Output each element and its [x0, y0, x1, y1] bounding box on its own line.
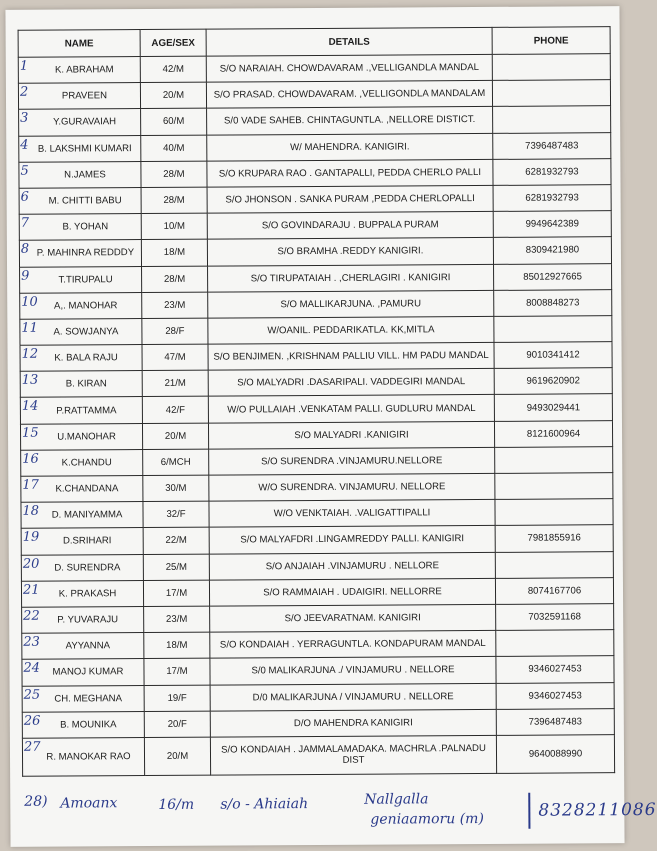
name-cell [21, 476, 143, 503]
details-cell: D/O MAHENDRA KANIGIRI [210, 709, 496, 737]
table-row [19, 132, 611, 162]
table-row [19, 237, 611, 267]
table-row [19, 211, 611, 241]
table-row [22, 682, 614, 712]
table-row [19, 106, 611, 136]
age-sex-cell: 32/F [143, 501, 209, 528]
person-name: B. YOHAN [62, 221, 109, 233]
name-cell [20, 318, 142, 345]
row-number: 24 [23, 660, 41, 677]
person-name: P.RATTAMMA [56, 404, 117, 417]
phone-cell [492, 80, 610, 107]
row-number: 23 [23, 634, 40, 650]
handwritten-mandal: geniaamoru (m) [370, 810, 484, 828]
age-sex-cell: 20/M [140, 82, 206, 109]
name-cell [22, 633, 144, 660]
person-name: Y.GURAVAIAH [53, 116, 117, 129]
table-row [20, 368, 612, 398]
row-number: 6 [20, 189, 29, 205]
row-number: 14 [21, 399, 39, 415]
age-sex-cell: 60/M [141, 109, 207, 136]
details-header: DETAILS [206, 27, 492, 56]
details-cell: W/O SURENDRA. VINJAMURU. NELLORE [209, 473, 495, 501]
name-cell [19, 240, 141, 267]
person-name: P. YUVARAJU [57, 614, 119, 626]
phone-cell [494, 316, 612, 343]
name-cell [21, 580, 143, 607]
table-row [19, 185, 611, 215]
age-sex-cell: 28/M [141, 187, 207, 214]
handwritten-name: Amoanx [60, 795, 118, 812]
details-cell: S/O RAMMAIAH . UDAIGIRI. NELLORRE [209, 578, 495, 606]
person-name: K. ABRAHAM [54, 64, 114, 76]
table-row [21, 446, 613, 476]
name-cell [20, 266, 142, 293]
table-row [20, 394, 612, 424]
row-number: 10 [21, 294, 38, 310]
details-cell: S/O JHONSON . SANKA PURAM ,PEDDA CHERLOPALLI [207, 185, 493, 213]
name-cell [20, 292, 142, 319]
person-name: AYYANNA [65, 640, 111, 652]
name-cell [19, 161, 141, 188]
row-number: 4 [20, 137, 29, 153]
phone-cell: 8008848273 [494, 289, 612, 316]
person-name: B. MOUNIKA [60, 718, 117, 731]
details-cell: W/ MAHENDRA. KANIGIRI. [207, 133, 493, 161]
row-number: 2 [19, 84, 29, 100]
phone-cell: 8121600964 [494, 420, 612, 447]
document-sheet [5, 6, 657, 847]
details-cell: S/O MALLIKARJUNA. ,PAMURU [208, 290, 494, 318]
handwritten-divider [528, 793, 530, 829]
person-name: A,. MANOHAR [54, 299, 118, 312]
age-sex-cell: 20/M [142, 423, 208, 450]
person-name: K. BALA RAJU [54, 352, 118, 364]
age-sex-header: AGE/SEX [140, 29, 206, 56]
details-cell: S/O KRUPARA RAO . GANTAPALLI, PEDDA CHERLO PALLI [207, 159, 493, 187]
age-sex-cell: 30/M [143, 475, 209, 502]
age-sex-cell: 23/M [142, 292, 208, 319]
person-name: D. MANIYAMMA [51, 509, 123, 521]
row-number: 21 [22, 582, 40, 598]
row-number: 12 [21, 346, 39, 362]
table-row [18, 80, 610, 110]
row-number: 18 [22, 503, 40, 519]
table-row [21, 499, 613, 529]
name-cell [20, 423, 142, 450]
person-name: R. MANOKAR RAO [46, 751, 131, 763]
table-row [20, 420, 612, 450]
details-cell: S/O BRAMHA .REDDY KANIGIRI. [207, 238, 493, 266]
details-cell: S/O GOVINDARAJU . BUPPALA PURAM [207, 212, 493, 240]
age-sex-cell: 42/M [140, 56, 206, 83]
table-row [20, 263, 612, 293]
handwritten-phone: 8328211086 [538, 799, 657, 821]
phone-cell: 7396487483 [496, 708, 614, 735]
phone-cell [495, 551, 613, 578]
details-cell: W/O VENKTAIAH. .VALIGATTIPALLI [209, 500, 495, 528]
person-name: N.JAMES [64, 169, 106, 181]
row-number: 20 [22, 556, 40, 572]
row-number: 9 [21, 268, 30, 284]
person-name: K.CHANDANA [55, 483, 119, 495]
name-cell [19, 214, 141, 241]
details-cell: S/O KONDAIAH . JAMMALAMADAKA. MACHRLA .PALNADU DIST [210, 735, 496, 775]
age-sex-cell: 18/M [144, 632, 210, 659]
phone-cell: 7032591168 [496, 604, 614, 631]
person-name: U.MANOHAR [57, 430, 116, 443]
phone-header: PHONE [492, 27, 610, 55]
age-sex-cell: 25/M [143, 554, 209, 581]
row-number: 17 [22, 477, 39, 493]
handwritten-details: s/o - Ahiaiah [220, 796, 309, 813]
details-cell: S/O NARAIAH. CHOWDAVARAM .,VELLIGANDLA MANDAL [206, 54, 492, 82]
name-cell [22, 685, 144, 712]
person-name: K. PRAKASH [58, 588, 117, 600]
name-cell [18, 83, 140, 110]
name-cell [19, 135, 141, 162]
register-table [18, 26, 616, 776]
details-cell: S/O TIRUPATAIAH . ,CHERLAGIRI . KANIGIRI [208, 264, 494, 292]
handwritten-age: 16/m [158, 796, 195, 813]
details-cell: S/O BENJIMEN. ,KRISHNAM PALLIU VILL. HM PADU MANDAL [208, 342, 494, 370]
age-sex-cell: 10/M [141, 213, 207, 240]
table-row [22, 656, 614, 686]
handwritten-village: Nallgalla [364, 791, 429, 808]
name-cell [20, 371, 142, 398]
row-number: 3 [20, 111, 29, 127]
handwritten-number: 28) [24, 793, 48, 810]
row-number: 11 [21, 320, 38, 336]
phone-cell: 6281932793 [493, 185, 611, 212]
age-sex-cell: 18/M [141, 239, 207, 266]
name-cell [21, 502, 143, 529]
name-header: NAME [18, 30, 140, 58]
row-number: 27 [23, 739, 41, 755]
person-name: CH. MEGHANA [54, 692, 123, 705]
row-number: 7 [20, 215, 30, 231]
details-cell: S/O MALYADRI .DASARIPALI. VADDEGIRI MANDAL [208, 369, 494, 397]
row-number: 1 [19, 58, 29, 74]
row-number: 22 [23, 608, 40, 624]
table-row [22, 630, 614, 660]
person-name: B. LAKSHMI KUMARI [37, 142, 132, 155]
details-cell: S/O SURENDRA .VINJAMURU.NELLORE [209, 447, 495, 475]
details-cell: S/O ANJAIAH .VINJAMURU . NELLORE [209, 552, 495, 580]
phone-cell: 7396487483 [493, 132, 611, 159]
table-row [21, 577, 613, 607]
age-sex-cell: 23/M [144, 606, 210, 633]
header-row [18, 27, 610, 58]
table-row [22, 708, 614, 738]
phone-cell: 8309421980 [493, 237, 611, 264]
age-sex-cell: 22/M [143, 528, 209, 555]
row-number: 26 [23, 713, 41, 729]
row-number: 25 [23, 687, 41, 703]
name-cell [19, 109, 141, 136]
person-name: P. MAHINRA REDDDY [36, 247, 135, 260]
phone-cell [492, 54, 610, 81]
row-number: 5 [20, 163, 29, 179]
details-cell: S/0 MALIKARJUNA ./ VINJAMURU . NELLORE [210, 657, 496, 685]
table-row [20, 342, 612, 372]
person-name: D.SRIHARI [62, 535, 112, 548]
details-cell: S/O PRASAD. CHOWDAVARAM. ,VELLIGONDLA MANDALAM [206, 81, 492, 109]
person-name: D. SURENDRA [54, 561, 121, 574]
age-sex-cell: 28/F [142, 318, 208, 345]
phone-cell: 7981855916 [495, 525, 613, 552]
details-cell: S/O MALYAFDRI .LINGAMREDDY PALLI. KANIGIRI [209, 526, 495, 554]
phone-cell [495, 446, 613, 473]
row-number: 8 [20, 242, 30, 258]
phone-cell [493, 106, 611, 133]
name-cell [21, 449, 143, 476]
name-cell [19, 187, 141, 214]
table-row [18, 54, 610, 84]
name-cell [22, 659, 144, 686]
row-number: 16 [22, 451, 39, 467]
person-name: M. CHITTI BABU [48, 195, 122, 207]
details-cell: W/O PULLAIAH .VENKATAM PALLI. GUDLURU MANDAL [208, 395, 494, 423]
person-name: K.CHANDU [61, 457, 112, 469]
table-row [21, 473, 613, 503]
phone-cell [495, 499, 613, 526]
phone-cell: 8074167706 [495, 577, 613, 604]
phone-cell: 9619620902 [494, 368, 612, 395]
age-sex-cell: 17/M [143, 580, 209, 607]
person-name: A. SOWJANYA [53, 326, 119, 338]
phone-cell: 9346027453 [496, 682, 614, 709]
phone-cell: 9493029441 [494, 394, 612, 421]
age-sex-cell: 21/M [142, 370, 208, 397]
name-cell [22, 606, 144, 633]
table-row [19, 158, 611, 188]
age-sex-cell: 42/F [142, 397, 208, 424]
age-sex-cell: 20/M [144, 737, 210, 775]
table-row [21, 525, 613, 555]
age-sex-cell: 28/M [142, 266, 208, 293]
handwritten-entry [24, 786, 657, 840]
details-cell: S/O KONDAIAH . YERRAGUNTLA. KONDAPURAM MANDAL [210, 631, 496, 659]
person-name: B. KIRAN [65, 378, 107, 390]
name-cell [20, 397, 142, 424]
row-number: 19 [22, 530, 40, 546]
table-row [22, 604, 614, 634]
details-cell: W/OANIL. PEDDARIKATLA. KK,MITLA [208, 316, 494, 344]
name-cell [21, 528, 143, 555]
phone-cell: 85012927665 [494, 263, 612, 290]
person-name: PRAVEEN [61, 90, 108, 102]
details-cell: S/O MALYADRI .KANIGIRI [208, 421, 494, 449]
table-row [20, 316, 612, 346]
phone-cell: 9640088990 [496, 735, 614, 774]
phone-cell: 9010341412 [494, 342, 612, 369]
phone-cell: 9949642389 [493, 211, 611, 238]
age-sex-cell: 17/M [144, 658, 210, 685]
details-cell: S/0 VADE SAHEB. CHINTAGUNTLA. ,NELLORE DISTICT. [207, 107, 493, 135]
age-sex-cell: 47/M [142, 344, 208, 371]
details-cell: D/0 MALIKARJUNA / VINJAMURU . NELLORE [210, 683, 496, 711]
person-name: T.TIRUPALU [58, 273, 113, 286]
table-row [21, 551, 613, 581]
phone-cell [495, 473, 613, 500]
phone-cell: 6281932793 [493, 158, 611, 185]
name-cell [22, 737, 144, 776]
person-name: MANOJ KUMAR [52, 666, 124, 679]
age-sex-cell: 40/M [141, 135, 207, 162]
name-cell [21, 554, 143, 581]
table-body [18, 54, 614, 776]
age-sex-cell: 19/F [144, 685, 210, 712]
row-number: 15 [21, 425, 39, 441]
details-cell: S/O JEEVARATNAM. KANIGIRI [210, 604, 496, 632]
age-sex-cell: 6/MCH [143, 449, 209, 476]
phone-cell: 9346027453 [496, 656, 614, 683]
phone-cell [496, 630, 614, 657]
table-row [20, 289, 612, 319]
row-number: 13 [21, 372, 39, 389]
name-cell [18, 57, 140, 84]
age-sex-cell: 20/F [144, 711, 210, 738]
age-sex-cell: 28/M [141, 161, 207, 188]
name-cell [22, 711, 144, 738]
name-cell [20, 345, 142, 372]
table-row [22, 735, 614, 777]
